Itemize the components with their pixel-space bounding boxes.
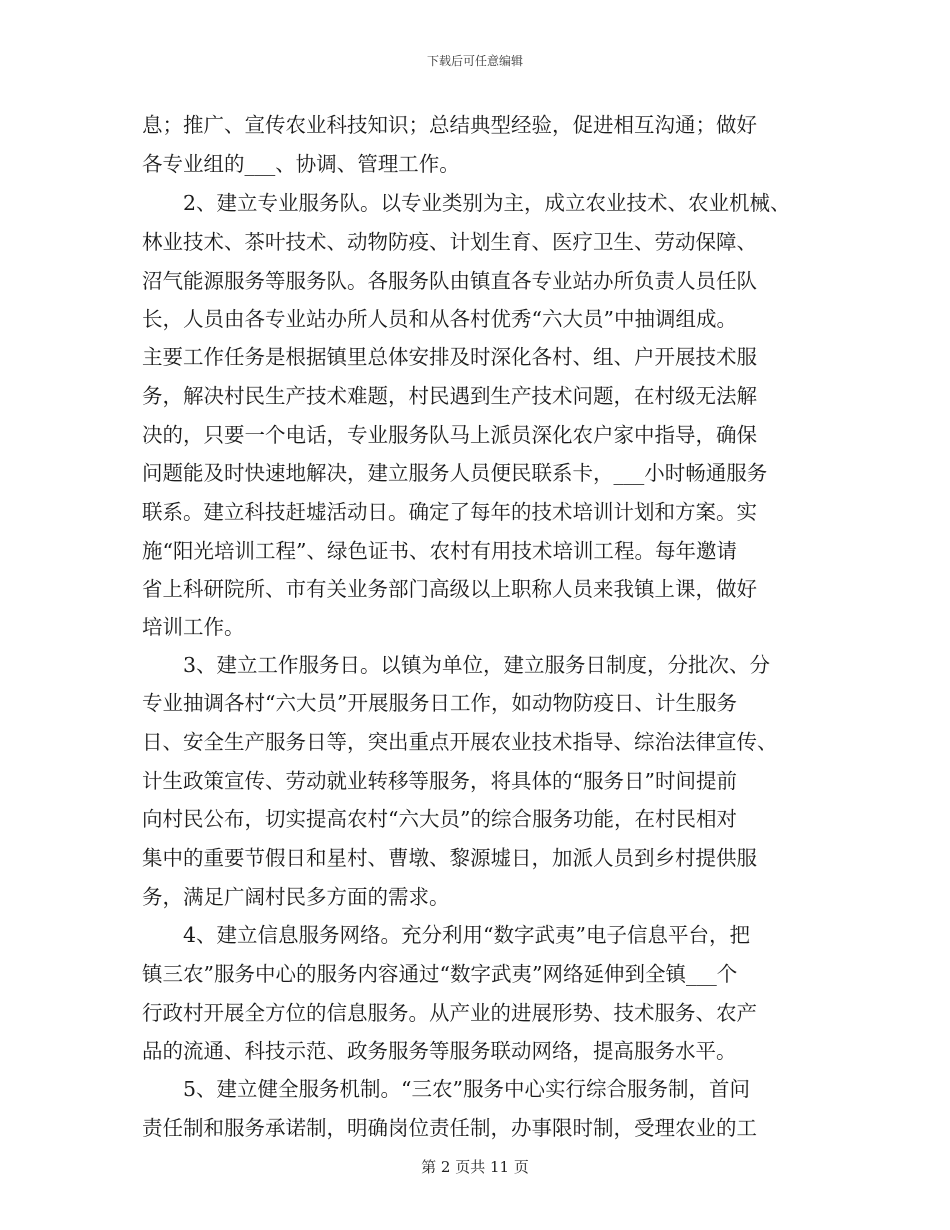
body-line: 日、安全生产服务日等，突出重点开展农业技术指导、综治法律宣传、: [142, 730, 778, 754]
body-line: 3、建立工作服务日。以镇为单位，建立服务日制度，分批次、分: [142, 653, 771, 677]
body-line: 施“阳光培训工程”、绿色证书、农村有用技术培训工程。每年邀请: [142, 539, 737, 563]
body-line: 镇三农”服务中心的服务内容通过“数字武夷”网络延伸到全镇___个: [142, 962, 738, 986]
body-line: 联系。建立科技赶墟活动日。确定了每年的技术培训计划和方案。实: [142, 500, 757, 524]
body-line: 品的流通、科技示范、政务服务等服务联动网络，提高服务水平。: [142, 1039, 737, 1063]
body-line: 主要工作任务是根据镇里总体安排及时深化各村、组、户开展技术服: [142, 345, 757, 369]
body-line: 培训工作。: [142, 615, 245, 639]
body-line: 集中的重要节假日和星村、曹墩、黎源墟日，加派人员到乡村提供服: [142, 846, 757, 870]
body-line: 各专业组的___、协调、管理工作。: [142, 152, 460, 176]
body-line: 务，满足广阔村民多方面的需求。: [142, 885, 450, 909]
body-line: 务，解决村民生产技术难题，村民遇到生产技术问题，在村级无法解: [142, 384, 757, 408]
body-line: 责任制和服务承诺制，明确岗位责任制，办事限时制，受理农业的工: [142, 1116, 757, 1140]
body-line: 息；推广、宣传农业科技知识；总结典型经验，促进相互沟通；做好: [142, 113, 757, 137]
body-line: 向村民公布，切实提高农村“六大员”的综合服务功能，在村民相对: [142, 807, 737, 831]
body-line: 4、建立信息服务网络。充分利用“数字武夷”电子信息平台，把: [142, 923, 751, 947]
body-line: 专业抽调各村“六大员”开展服务日工作，如动物防疫日、计生服务: [142, 691, 737, 715]
page-header: 下载后可任意编辑: [426, 54, 523, 68]
body-line: 沼气能源服务等服务队。各服务队由镇直各专业站办所负责人员任队: [142, 269, 757, 293]
body-line: 5、建立健全服务机制。“三农”服务中心实行综合服务制，首问: [142, 1077, 751, 1101]
body-line: 林业技术、茶叶技术、动物防疫、计划生育、医疗卫生、劳动保障、: [142, 230, 757, 254]
body-line: 决的，只要一个电话，专业服务队马上派员深化农户家中指导，确保: [142, 423, 757, 447]
body-line: 省上科研院所、市有关业务部门高级以上职称人员来我镇上课，做好: [142, 577, 757, 601]
body-line: 长，人员由各专业站办所人员和从各村优秀“六大员”中抽调组成。: [142, 307, 737, 331]
body-line: 计生政策宣传、劳动就业转移等服务，将具体的“服务日”时间提前: [142, 769, 737, 793]
body-line: 问题能及时快速地解决，建立服务人员便民联系卡，___小时畅通服务: [142, 461, 768, 485]
body-line: 行政村开展全方位的信息服务。从产业的进展形势、技术服务、农产: [142, 1001, 757, 1025]
page-footer: 第 2 页共 11 页: [421, 1158, 529, 1176]
body-line: 2、建立专业服务队。以专业类别为主，成立农业技术、农业机械、: [142, 191, 791, 215]
